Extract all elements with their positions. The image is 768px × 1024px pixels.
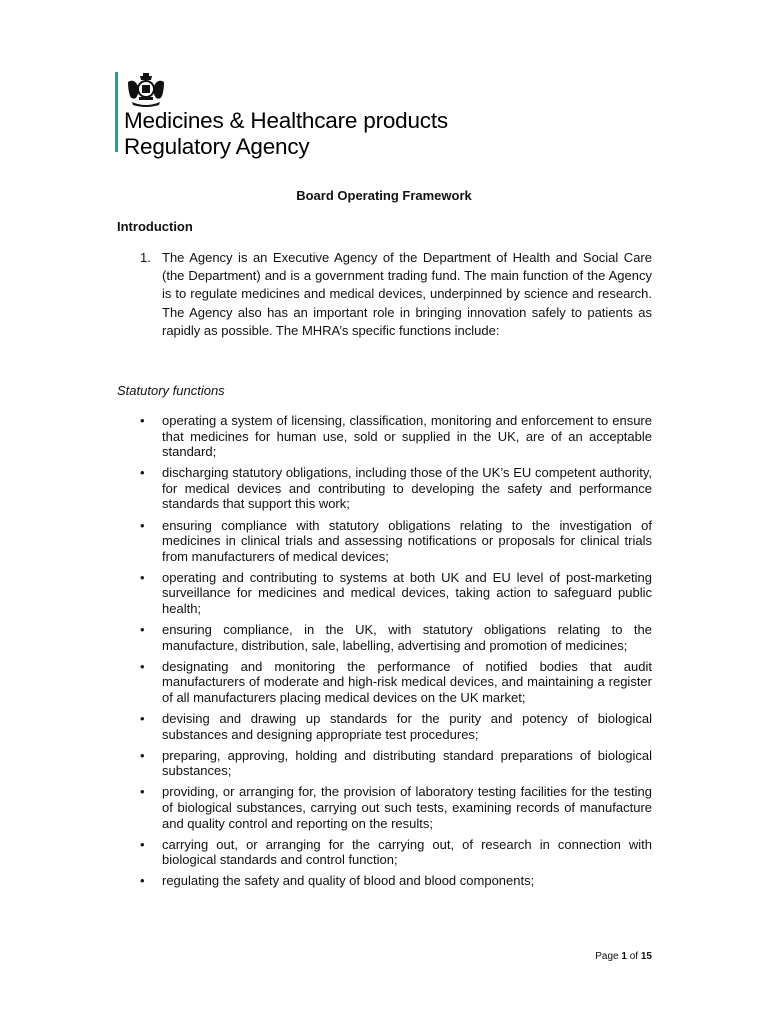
brand-bar bbox=[115, 72, 118, 152]
list-item bbox=[140, 837, 652, 868]
bullet-icon: • bbox=[140, 413, 145, 428]
introduction-heading: Introduction bbox=[117, 219, 193, 234]
statutory-functions-heading: Statutory functions bbox=[117, 383, 225, 398]
paragraph-1 bbox=[140, 249, 652, 340]
list-item bbox=[140, 748, 652, 779]
bullet-icon: • bbox=[140, 873, 145, 889]
page-current: 1 bbox=[621, 951, 627, 962]
document-title: Board Operating Framework bbox=[296, 188, 472, 203]
list-item bbox=[140, 784, 652, 831]
statutory-functions-list bbox=[140, 413, 652, 895]
list-item-text: carrying out, or arranging for the carrying out, of research in connection with biological standards and control function; bbox=[162, 836, 652, 868]
bullet-icon: • bbox=[140, 569, 145, 585]
bullet-icon: • bbox=[140, 784, 145, 800]
list-item bbox=[140, 873, 652, 889]
bullet-icon: • bbox=[140, 465, 145, 481]
list-item bbox=[140, 570, 652, 617]
list-item-text: preparing, approving, holding and distributing standard preparations of biological substances; bbox=[162, 747, 652, 779]
page-label: Page bbox=[595, 951, 619, 962]
list-item bbox=[140, 622, 652, 653]
list-item bbox=[140, 518, 652, 565]
bullet-icon: • bbox=[140, 517, 145, 533]
royal-crest-icon bbox=[124, 72, 168, 110]
bullet-icon: • bbox=[140, 622, 145, 638]
list-item-text: discharging statutory obligations, including those of the UK’s EU competent authority, for medical devices and contributing to developing the safety and performance standards that support this work; bbox=[162, 465, 652, 512]
list-item-text: operating a system of licensing, classification, monitoring and enforcement to ensure that medicines for human use, sold or supplied in the UK, are of an acceptable standard; bbox=[162, 413, 652, 460]
bullet-icon: • bbox=[140, 711, 145, 727]
list-item-text: ensuring compliance, in the UK, with statutory obligations relating to the manufacture, distribution, sale, labelling, advertising and promotion of medicines; bbox=[162, 622, 652, 653]
page-total: 15 bbox=[640, 951, 652, 962]
page-of: of bbox=[629, 951, 639, 962]
bullet-icon: • bbox=[140, 836, 145, 852]
list-item-text: providing, or arranging for, the provision of laboratory testing facilities for the testing of biological substances, carrying out such tests, examining records of manufacture and quality control and reporting on the results; bbox=[162, 784, 652, 831]
page-number bbox=[595, 951, 652, 962]
list-item bbox=[140, 711, 652, 742]
list-item bbox=[140, 413, 652, 460]
paragraph-text: The Agency is an Executive Agency of the Department of Health and Social Care (the Department) and is a government trading fund. The main function of the Agency is to regulate medicines and medical devices, underpinned by science and research. The Agency also has an important role in bringing innovation safely to patients as rapidly as possible. The MHRA’s specific functions include: bbox=[162, 250, 652, 338]
agency-name-line1: Medicines & Healthcare products bbox=[124, 108, 448, 133]
list-item-text: ensuring compliance with statutory obligations relating to the investigation of medicines in clinical trials and assessing notifications or proposals for clinical trials from manufacturers of medical devices; bbox=[162, 517, 652, 564]
list-item-text: regulating the safety and quality of blood and blood components; bbox=[162, 873, 535, 889]
bullet-icon: • bbox=[140, 658, 145, 674]
list-item-text: designating and monitoring the performance of notified bodies that audit manufacturers of moderate and high-risk medical devices, and maintaining a register of all manufacturers placing medical devices on the UK market; bbox=[162, 658, 652, 705]
list-item bbox=[140, 465, 652, 512]
list-item-text: devising and drawing up standards for the purity and potency of biological substances and designing appropriate test procedures; bbox=[162, 711, 652, 742]
list-item-text: operating and contributing to systems at both UK and EU level of post-marketing surveillance for medicines and medical devices, taking action to safeguard public health; bbox=[162, 569, 652, 617]
bullet-icon: • bbox=[140, 747, 145, 763]
paragraph-number: 1. bbox=[140, 250, 151, 265]
list-item bbox=[140, 659, 652, 706]
agency-name bbox=[124, 108, 448, 160]
agency-name-line2: Regulatory Agency bbox=[124, 134, 310, 159]
